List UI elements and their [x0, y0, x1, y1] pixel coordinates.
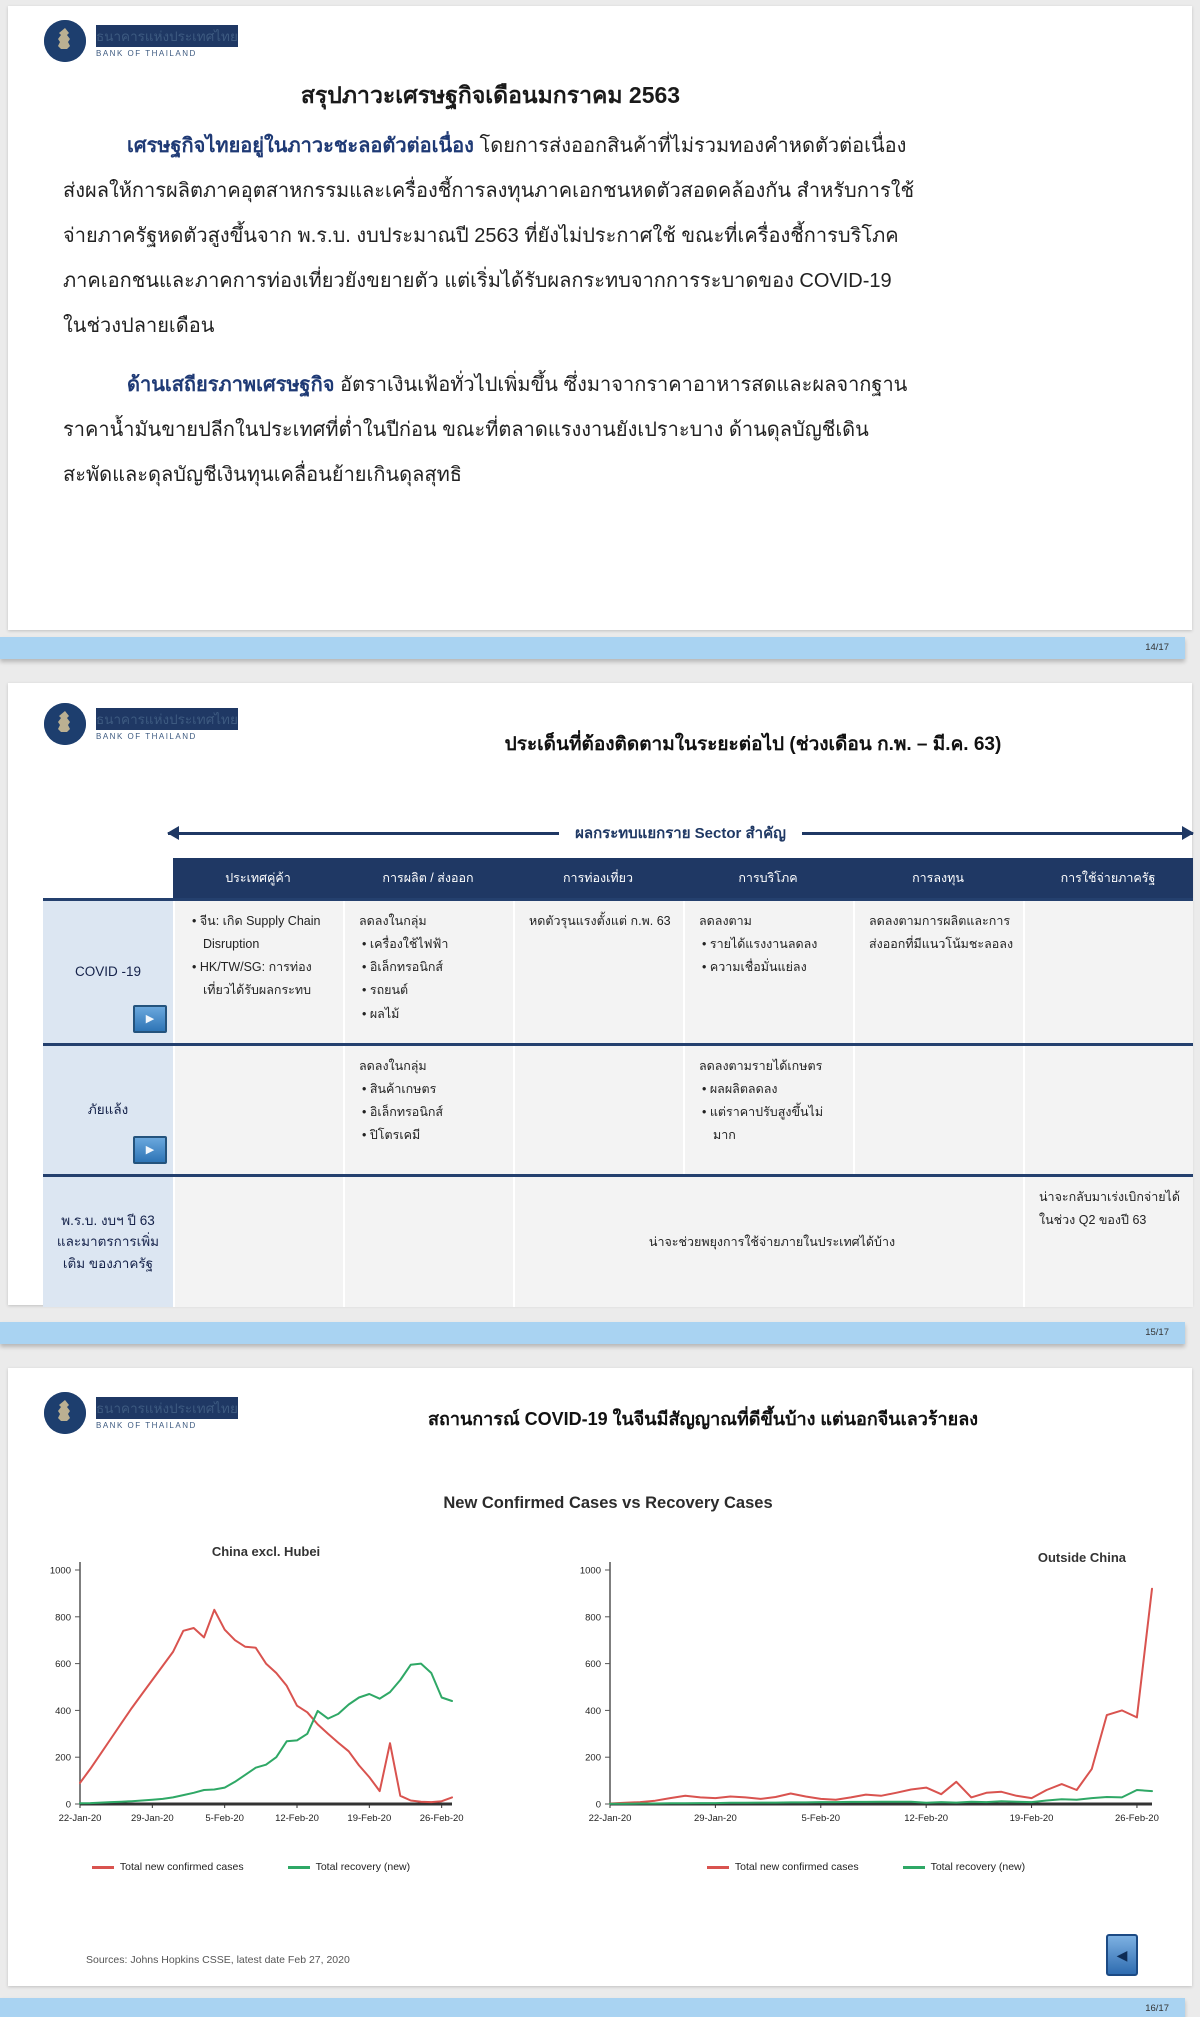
- slide2-title: ประเด็นที่ต้องติดตามในระยะต่อไป (ช่วงเดือน ก.พ. – มี.ค. 63): [504, 734, 1002, 755]
- svg-text:12-Feb-20: 12-Feb-20: [904, 1813, 949, 1824]
- play-icon: ▶: [145, 1012, 155, 1025]
- cell-bullet-item: • ปิโตรเคมี: [362, 1128, 421, 1143]
- cell-covid-trade-partners: [173, 901, 343, 1043]
- cell-bullet-item: • อิเล็กทรอนิกส์: [362, 960, 444, 975]
- cell-drought-production-export: [343, 1046, 513, 1174]
- china-excl-hubei-chart: [36, 1540, 466, 1873]
- back-icon: ◀: [1116, 1947, 1128, 1963]
- sector-impact-table: [43, 858, 1193, 1307]
- svg-text:800: 800: [55, 1612, 71, 1624]
- legend-label: Total recovery (new): [315, 1861, 411, 1873]
- cell-intro: ลดลงในกลุ่ม: [359, 1059, 427, 1073]
- bot-emblem-icon: [44, 1392, 86, 1434]
- drought-row-play-button[interactable]: [133, 1136, 167, 1164]
- svg-text:19-Feb-20: 19-Feb-20: [347, 1813, 392, 1824]
- svg-text:0: 0: [595, 1799, 601, 1811]
- bank-name-thai: ธนาคารแห่งประเทศไทย: [96, 708, 238, 730]
- bank-name-english: BANK OF THAILAND: [96, 731, 197, 741]
- row-label-budget-act: [43, 1177, 173, 1307]
- column-header-consumption: การบริโภค: [683, 858, 853, 898]
- bank-name-english: BANK OF THAILAND: [96, 1420, 197, 1430]
- source-note: Sources: Johns Hopkins CSSE, latest date Feb 27, 2020: [86, 1954, 350, 1966]
- paragraph-text: โดยการส่งออกสินค้าที่ไม่รวมทองคำหดตัวต่อเนื่อง ส่งผลให้การผลิตภาคอุตสาหกรรมและเครื่องชี้การลงทุนภาคเอกชนหดตัวสอดคล้องกัน สำหรับการใช้จ่ายภาครัฐหดตัวสูงขึ้นจาก พ.ร.บ. งบประมาณปี 2563 ที่ยังไม่ประกาศใช้ ขณะที่เครื่องชี้การบริโภคภาคเอกชนและภาคการท่องเที่ยวยังขยายตัว แต่เริ่มได้รับผลกระทบจากการระบาดของ COVID-19 ในช่วงปลายเดือน: [63, 135, 915, 337]
- svg-text:1000: 1000: [49, 1565, 71, 1577]
- page-number: 14/17: [1145, 642, 1169, 653]
- sector-header-label: ผลกระทบแยกราย Sector สำคัญ: [575, 825, 786, 842]
- column-header-tourism: การท่องเที่ยว: [513, 858, 683, 898]
- svg-text:1000: 1000: [579, 1565, 601, 1577]
- cell-bullet-item: • แต่ราคาปรับสูงขึ้นไม่มาก: [702, 1105, 824, 1143]
- row-label-covid19: [43, 901, 173, 1043]
- cell-covid-gov-spending: [1023, 901, 1193, 1043]
- left-arrow-icon: [168, 832, 559, 835]
- page-indicator-bar: [0, 637, 1185, 659]
- legend-item: [92, 1861, 244, 1873]
- column-header-trade-partners: ประเทศคู่ค้า: [173, 858, 343, 898]
- bot-logo: [44, 20, 238, 62]
- svg-text:600: 600: [585, 1659, 601, 1671]
- table-header-row: [43, 858, 1193, 898]
- chart-legend: [566, 1861, 1166, 1873]
- svg-text:200: 200: [585, 1752, 601, 1764]
- row-label-text: COVID -19: [74, 964, 142, 980]
- bot-logo: [44, 703, 238, 745]
- paragraph-text: อัตราเงินเฟ้อทั่วไปเพิ่มขึ้น ซึ่งมาจากราคาอาหารสดและผลจากฐานราคาน้ำมันขายปลีกในประเทศที่ต่ำในปีก่อน ขณะที่ตลาดแรงงานยังเปราะบาง ด้านดุลบัญชีเดินสะพัดและดุลบัญชีเงินทุนเคลื่อนย้ายเกินดุลสุทธิ: [63, 374, 908, 486]
- cell-bullet-item: • อิเล็กทรอนิกส์: [362, 1105, 444, 1120]
- cell-drought-consumption: [683, 1046, 853, 1174]
- bot-emblem-icon: [44, 703, 86, 745]
- cell-bullet-item: • ผลไม้: [362, 1006, 400, 1021]
- cell-budget-trade-partners: [173, 1177, 343, 1307]
- row-label-text: พ.ร.บ. งบฯ ปี 63 และมาตรการเพิ่มเติม ของภาครัฐ: [56, 1212, 160, 1271]
- svg-text:26-Feb-20: 26-Feb-20: [419, 1813, 464, 1824]
- cell-intro: ลดลงตามรายได้เกษตร: [699, 1059, 823, 1073]
- sector-impact-header: [168, 821, 1193, 845]
- Total new confirmed cases-line: [80, 1610, 452, 1802]
- cell-bullet-item: • จีน: เกิด Supply Chain Disruption: [192, 914, 321, 952]
- covid-row-play-button[interactable]: [133, 1005, 167, 1033]
- slide-covid-situation: [8, 1368, 1192, 1986]
- legend-swatch: [903, 1866, 925, 1869]
- cell-intro: ลดลงตามการผลิตและการส่งออกที่มีแนวโน้มชะลอลง: [869, 914, 1014, 952]
- bank-name-thai: ธนาคารแห่งประเทศไทย: [96, 25, 238, 47]
- svg-text:12-Feb-20: 12-Feb-20: [275, 1813, 319, 1824]
- cell-intro: หดตัวรุนแรงตั้งแต่ ก.พ. 63: [529, 914, 671, 928]
- cell-bullet-item: • สินค้าเกษตร: [362, 1082, 437, 1097]
- back-button[interactable]: [1106, 1934, 1138, 1976]
- cell-drought-investment: [853, 1046, 1023, 1174]
- table-row-drought: [43, 1043, 1193, 1174]
- column-header-production-export: การผลิต / ส่งออก: [343, 858, 513, 898]
- legend-swatch: [92, 1866, 114, 1869]
- paragraph-economy: [63, 124, 915, 349]
- column-header-investment: การลงทุน: [853, 858, 1023, 898]
- slide-issues-to-monitor: [8, 683, 1192, 1305]
- chart-legend: [36, 1861, 466, 1873]
- legend-swatch: [288, 1866, 310, 1869]
- cell-drought-tourism: [513, 1046, 683, 1174]
- chart-subtitle: Outside China: [1037, 1550, 1126, 1565]
- cell-covid-consumption: [683, 901, 853, 1043]
- cell-drought-trade-partners: [173, 1046, 343, 1174]
- legend-item: [707, 1861, 859, 1873]
- page-number: 16/17: [1145, 2003, 1169, 2014]
- svg-text:5-Feb-20: 5-Feb-20: [205, 1813, 244, 1824]
- row-label-drought: [43, 1046, 173, 1174]
- svg-text:800: 800: [585, 1612, 601, 1624]
- svg-text:5-Feb-20: 5-Feb-20: [801, 1813, 841, 1824]
- legend-label: Total recovery (new): [930, 1861, 1026, 1873]
- svg-text:22-Jan-20: 22-Jan-20: [588, 1813, 632, 1824]
- paragraph-stability: [63, 363, 915, 498]
- cell-intro: ลดลงตาม: [699, 914, 752, 928]
- cell-bullet-item: • รายได้แรงงานลดลง: [702, 937, 818, 952]
- svg-text:600: 600: [55, 1659, 71, 1671]
- cell-covid-production-export: [343, 901, 513, 1043]
- cell-covid-tourism: [513, 901, 683, 1043]
- table-row-covid19: [43, 898, 1193, 1043]
- bot-emblem-icon: [44, 20, 86, 62]
- paragraph-lead: เศรษฐกิจไทยอยู่ในภาวะชะลอตัวต่อเนื่อง: [127, 135, 474, 157]
- cell-budget-domestic-spending-note: น่าจะช่วยพยุงการใช้จ่ายภายในประเทศได้บ้าง: [513, 1177, 1023, 1307]
- chart-svg: [566, 1540, 1166, 1840]
- cell-bullet-item: • รถยนต์: [362, 983, 409, 998]
- svg-text:29-Jan-20: 29-Jan-20: [130, 1813, 174, 1824]
- column-header-gov-spending: การใช้จ่ายภาครัฐ: [1023, 858, 1193, 898]
- bank-name-english: BANK OF THAILAND: [96, 48, 197, 58]
- cell-bullet-item: • เครื่องใช้ไฟฟ้า: [362, 937, 449, 952]
- chart-main-title: New Confirmed Cases vs Recovery Cases: [443, 1494, 773, 1512]
- table-row-budget-act: [43, 1174, 1193, 1307]
- play-icon: ▶: [145, 1143, 155, 1156]
- cell-budget-gov-spending: น่าจะกลับมาเร่งเบิกจ่ายได้ในช่วง Q2 ของปี 63: [1023, 1177, 1193, 1307]
- table-corner: [43, 858, 173, 898]
- Total new confirmed cases-line: [610, 1589, 1152, 1804]
- cell-covid-investment: [853, 901, 1023, 1043]
- svg-text:400: 400: [585, 1705, 601, 1717]
- svg-text:400: 400: [55, 1705, 71, 1717]
- svg-text:22-Jan-20: 22-Jan-20: [58, 1813, 102, 1824]
- slide1-title: สรุปภาวะเศรษฐกิจเดือนมกราคม 2563: [300, 82, 681, 108]
- paragraph-lead: ด้านเสถียรภาพเศรษฐกิจ: [127, 374, 335, 396]
- page-indicator-bar: [0, 1998, 1185, 2017]
- legend-swatch: [707, 1866, 729, 1869]
- svg-text:0: 0: [65, 1799, 71, 1811]
- chart-subtitle: China excl. Hubei: [211, 1544, 321, 1559]
- bot-logo: [44, 1392, 238, 1434]
- legend-label: Total new confirmed cases: [734, 1861, 859, 1873]
- row-label-text: ภัยแล้ง: [87, 1102, 129, 1118]
- bank-name-thai: ธนาคารแห่งประเทศไทย: [96, 1397, 238, 1419]
- svg-text:19-Feb-20: 19-Feb-20: [1009, 1813, 1054, 1824]
- cell-drought-gov-spending: [1023, 1046, 1193, 1174]
- cell-bullet-item: • ความเชื่อมั่นแย่ลง: [702, 960, 807, 975]
- page-number: 15/17: [1145, 1327, 1169, 1338]
- cell-intro: ลดลงในกลุ่ม: [359, 914, 427, 928]
- page-indicator-bar: [0, 1322, 1185, 1344]
- legend-label: Total new confirmed cases: [119, 1861, 244, 1873]
- svg-text:26-Feb-20: 26-Feb-20: [1115, 1813, 1159, 1824]
- legend-item: [288, 1861, 411, 1873]
- slide3-title: สถานการณ์ COVID-19 ในจีนมีสัญญาณที่ดีขึ้นบ้าง แต่นอกจีนเลวร้ายลง: [427, 1409, 979, 1429]
- chart-svg: [36, 1540, 466, 1840]
- slide-economic-summary: [8, 6, 1192, 630]
- cell-bullet-item: • ผลผลิตลดลง: [702, 1082, 778, 1097]
- cell-budget-production-export: [343, 1177, 513, 1307]
- cell-bullet-item: • HK/TW/SG: การท่องเที่ยวได้รับผลกระทบ: [192, 960, 312, 998]
- Total recovery (new)-line: [80, 1664, 452, 1804]
- right-arrow-icon: [802, 832, 1193, 835]
- legend-item: [903, 1861, 1026, 1873]
- slide1-body: [63, 124, 915, 498]
- outside-china-chart: [566, 1540, 1166, 1873]
- svg-text:29-Jan-20: 29-Jan-20: [693, 1813, 737, 1824]
- svg-text:200: 200: [55, 1752, 71, 1764]
